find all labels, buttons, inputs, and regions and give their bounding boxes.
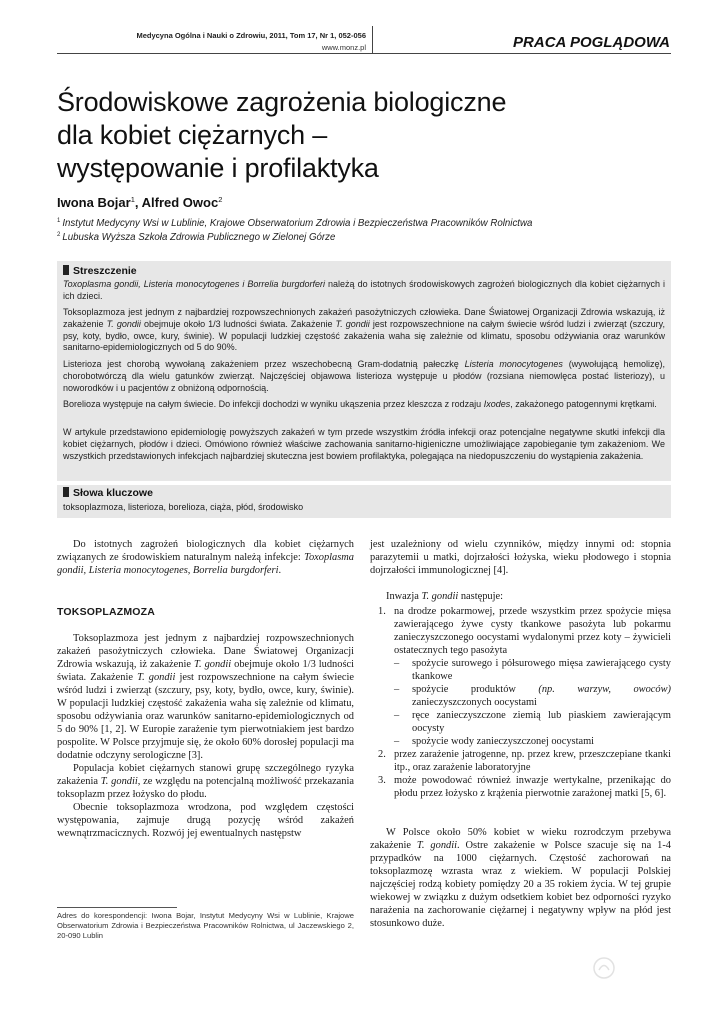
abstract-p2-b: obejmuje około 1/3 ludności świata. Zakażenie [140,318,336,329]
left-column [57,538,354,840]
publisher-logo-icon [593,957,615,979]
abstract-paragraph-1 [63,279,665,303]
abstract-p3-italic: Listeria monocytogenes [464,359,563,369]
sub-item-text-a: spożycie produktów [412,684,539,695]
abstract-p1-text: należą do istotnych środowiskowych zagrożeń biologicznych dla kobiet ciężarnych i ich dzieci. [63,279,665,301]
abstract-paragraph-2 [63,307,665,354]
p2-b: , ze względu na potencjalną możliwość przekazania toksoplazm przez łożysko do płodu. [57,776,354,800]
list-item-text: może powodować również inwazje wertykalne, przenikając do płodu przez łożysko z krążenia pierwotnie zarażonej matki [5, 6]. [394,775,671,799]
dash-marker: – [394,710,400,721]
continued-paragraph: jest uzależniony od wielu czynników, między innymi od: stopnia parazytemii u matki, dojrzałości łożyska, wieku płodowego i stopnia dojrzałości immunologicznej [4]. [370,539,671,576]
abstract-p3-b: (wywołującą hemolizę), chorobotwórczą dla wielu gatunków zwierząt. Najczęściej objawowa listerioza występuje u płodów (rozsiana niemowlęca postać listeriozy), u noworodków i u pacjentów z obniżoną odpornością. [63,359,665,393]
p1-italic-1: T. gondii [193,659,232,670]
keywords-heading [63,487,153,499]
abstract-p2-c: jest rozpowszechnione na całym świecie wśród ludzi i zwierząt (szczury, psy, koty, bydło, owce, kury, świnie). W populacji ludzkiej częstość zakażenia waha się zależnie od klimatu, sposobu odżywiania oraz warunków sanitarno-epidemiologicznych od 5 do 90%. [63,318,666,353]
sub-item-text-b: zanieczyszczonych oocystami [412,697,537,708]
prevalence-paragraph [370,826,671,930]
affiliation-2-number: 2 [57,232,61,238]
abstract-p2-italic-2: T. gondii [335,318,370,329]
list-item-text: przez zarażenie jatrogenne, np. przez krew, przeszczepiane tkanki itp., oraz zarażenie laboratoryjne [394,749,671,773]
sub-list-item [370,683,671,709]
author-1-affil: 1 [130,195,135,204]
sub-list-item [370,709,671,735]
keywords-heading-label: Słowa kluczowe [73,487,153,499]
title-line-1: Środowiskowe zagrożenia biologiczne [57,87,507,117]
list-number: 3. [378,775,386,786]
invasion-a: Inwazja [386,591,422,602]
abstract-paragraph-3 [63,359,665,394]
author-2: Alfred Owoc [141,195,219,210]
journal-url[interactable]: www.monz.pl [321,43,366,52]
p1-italic-2: T. gondii [137,672,176,683]
abstract-box [57,261,671,481]
keywords-text: toksoplazmoza, listerioza, borelioza, ciąża, płód, środowisko [63,502,304,512]
header-divider [372,26,373,54]
abstract-heading [63,265,137,277]
author-separator: , [134,195,142,210]
invasion-b: następuje: [458,591,503,602]
keywords-box [57,485,671,518]
abstract-paragraph-4 [63,399,665,411]
sub-item-text: spożycie wody zanieczyszczonej oocystami [412,736,595,747]
paragraph-gap [370,813,671,826]
author-1: Iwona Bojar [57,195,131,210]
title-line-3: występowanie i profilaktyka [57,153,379,183]
journal-citation: Medycyna Ogólna i Nauki o Zdrowiu, 2011, Tom 17, Nr 1, 052-056 [136,31,366,40]
section-heading-toxoplasmosis: TOKSOPLAZMOZA [57,606,156,618]
invasion-italic: T. gondii [421,591,459,602]
abstract-p3-a: Listerioza jest chorobą wywołaną zakażeniem przez wszechobecną Gram-dodatnią pałeczkę [63,359,465,369]
p2-a: Populacja kobiet ciężarnych stanowi grupę szczególnego ryzyka zakażenia [57,763,354,787]
body-paragraph-1 [57,632,354,762]
abstract-p4-b: , zakażonego patogennymi krętkami. [510,399,657,409]
title-line-2: dla kobiet ciężarnych – [57,120,328,150]
list-item [370,605,671,657]
abstract-paragraph-5: W artykule przedstawiono epidemiologię powyższych zakażeń w tym przede wszystkim źródła infekcji oraz potencjalne negatywne skutki infekcji dla kobiet ciężarnych, płodów i dzieci. Omówiono również właściwe zachowania sanitarno-higieniczne umożliwiające zapobieganie tym zakażeniom. We wszystkich przedstawionych infekcjach najbardziej skuteczna jest bowiem profilaktyka, polegająca na niedopuszczeniu do wystąpienia zakażenia. [63,427,665,461]
header-rule [57,53,671,54]
sub-list-item [370,657,671,683]
prevalence-b: . Ostre zakażenie w Polsce szacuje się na 1-4 przypadków na 1000 ciężarnych. Częstość zachorowań na toksoplazmozę wzrasta wraz z wiekiem. W populacji Polskiej najczęściej rodzą kobiety pomiędzy 20 a 35 rokiem życia. W tej grupie wiekowej w związku z dużym odsetkiem kobiet bez odporności ryzyko narażenia na zachorowanie ciężarnej i negatywny wpływ na płód jest stosunkowo duże. [370,840,671,929]
heading-square-icon [63,265,69,275]
article-title [57,86,657,185]
abstract-p1-italic: Toxoplasma gondii, Listeria monocytogenes i Borrelia burgdorferi [63,279,325,289]
affiliation-1 [57,218,667,229]
sub-item-text: spożycie surowego i półsurowego mięsa zawierającego cysty tkankowe [412,658,671,682]
intro-italic: Toxoplasma gondii, Listeria monocytogenes, Borrelia burgdorferi [57,552,354,576]
body-paragraph-3: Obecnie toksoplazmoza wrodzona, pod względem częstości występowania, zajmuje drugą pozycję wśród zakażeń wewnątrzmacicznych. Rozwój jej ewentualnych następstw [57,802,354,839]
dash-marker: – [394,736,400,747]
footnote-rule [57,907,177,908]
abstract-p4-italic: Ixodes [483,399,511,409]
invasion-intro [370,590,671,603]
p1-b: obejmuje około 1/3 ludności świata. Zakażenie [57,659,354,683]
heading-square-icon [63,487,69,497]
dash-marker: – [394,684,400,695]
invasion-list [370,605,671,800]
affiliation-1-number: 1 [57,218,61,224]
prevalence-italic: T. gondii [416,840,457,851]
abstract-heading-label: Streszczenie [73,265,137,277]
list-number: 1. [378,606,386,617]
abstract-p4-a: Borelioza występuje na całym świecie. Do infekcji dochodzi w wyniku ukąszenia przez kleszcza z rodzaju [63,399,484,409]
dash-marker: – [394,658,400,669]
right-column [370,538,671,930]
article-type: PRACA POGLĄDOWA [513,34,670,51]
p1-a: Toksoplazmoza jest jednym z najbardziej rozpowszechnionych zakażeń pasożytniczych człowieka. Dane Światowej Organizacji Zdrowia wskazują, iż zakażenie [57,633,354,670]
paragraph-gap [370,577,671,590]
intro-a: Do istotnych zagrożeń biologicznych dla kobiet ciężarnych związanych ze środowiskiem naturalnym należą infekcje: [57,539,354,563]
list-item [370,748,671,774]
authors [57,195,657,210]
list-number: 2. [378,749,386,760]
sub-item-text: ręce zanieczyszczone ziemią lub piaskiem zawierającym oocysty [412,710,671,734]
prevalence-a: W Polsce około 50% kobiet w wieku rozrodczym przebywa zakażenie [370,827,671,851]
intro-b: . [278,565,282,576]
sub-item-italic: (np. warzyw, owoców) [538,684,671,695]
p2-italic: T. gondii [100,776,138,787]
list-item [370,774,671,800]
abstract-p2-italic-1: T. gondii [106,318,141,329]
affiliation-2 [57,232,667,243]
affiliation-1-text: Instytut Medycyny Wsi w Lublinie, Krajowe Obserwatorium Zdrowia i Bezpieczeństwa Pracowników Rolnictwa [62,218,533,229]
sub-list-item [370,735,671,748]
p1-c: jest rozpowszechnione na całym świecie wśród ludzi i zwierząt (szczury, psy, koty, bydło, owce, kury, świnie). W populacji ludzkiej częstość zakażenia waha się zależnie od klimatu, sposobu odżywiania oraz warunków sanitarno-epidemiologicznych od 5 do 90% [1, 2]. W Europie zarażenie tym pierwotniakiem jest bardzo pospolite. W Polsce przyjmuje się, że około 60% dorosłej populacji ma dodatnie odczyny serologiczne [3]. [57,672,355,761]
correspondence-footnote: Adres do korespondencji: Iwona Bojar, Instytut Medycyny Wsi w Lublinie, Krajowe Obserwatorium Zdrowia i Bezpieczeństwa Pracowników Rolnictwa, ul Jaczewskiego 2, 20-090 Lublin [57,911,354,940]
body-paragraph-2 [57,762,354,801]
list-item-text: na drodze pokarmowej, przede wszystkim przez spożycie mięsa zawierającego żywe cysty tkankowe pasożyta lub pokarmu zanieczyszczonego oocystami wydalonymi przez koty – żywicieli ostatecznych tego pasożyta [394,606,671,656]
paragraph-gap [370,800,671,813]
intro-paragraph [57,538,354,577]
abstract-p2-a: Toksoplazmoza jest jednym z najbardziej rozpowszechnionych zakażeń pasożytniczych człowieka. Dane Światowej Organizacji Zdrowia wskazują, iż zakażenie [63,307,665,329]
author-2-affil: 2 [218,195,223,204]
affiliation-2-text: Lubuska Wyższa Szkoła Zdrowia Publicznego w Zielonej Górze [62,232,336,243]
